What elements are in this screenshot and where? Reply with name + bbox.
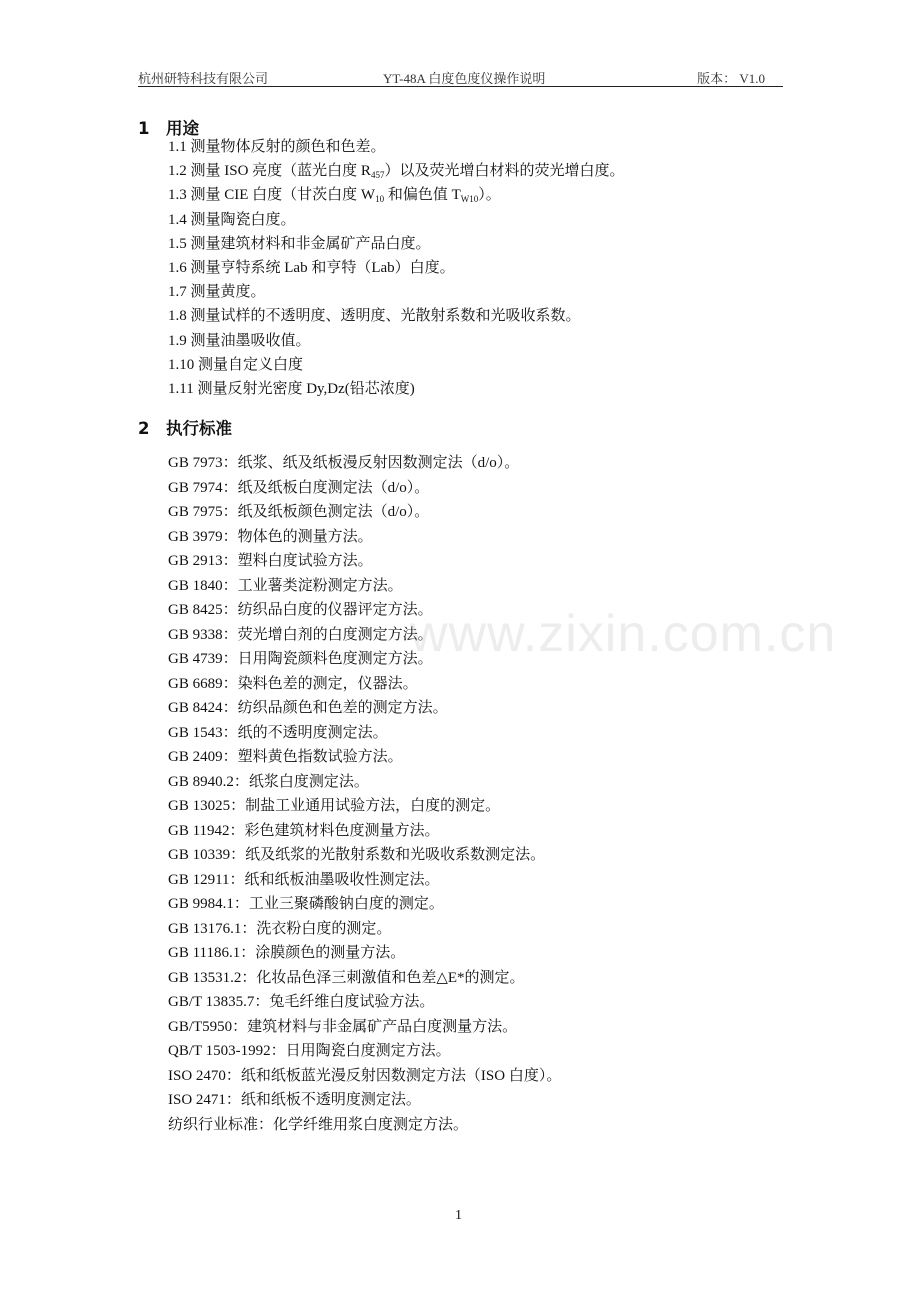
- page-header: [138, 64, 783, 87]
- standard-item: GB 11942：彩色建筑材料色度测量方法。: [168, 822, 440, 839]
- standard-item: GB 6689：染料色差的测定，仪器法。: [168, 675, 418, 692]
- standard-item: GB 2913：塑料白度试验方法。: [168, 553, 373, 569]
- standard-item: GB 3979：物体色的测量方法。: [168, 528, 373, 545]
- usage-item: 1.7 测量黄度。: [168, 284, 266, 301]
- standard-item: GB 7973：纸浆、纸及纸板漫反射因数测定法（d/o）。: [168, 455, 520, 471]
- standard-item: GB/T 13835.7：兔毛纤维白度试验方法。: [168, 994, 435, 1010]
- standard-item: GB 7974：纸及纸板白度测定法（d/o）。: [168, 479, 430, 496]
- usage-item: 1.3 测量 CIE 白度（甘茨白度 $W_{10}$ 和偏色值 $T_{W10}$）。: [168, 187, 501, 205]
- standard-item: 纺织行业标准：化学纤维用浆白度测定方法。: [168, 1116, 469, 1133]
- section-number: 1: [138, 119, 150, 138]
- usage-item: 1.8 测量试样的不透明度、透明度、光散射系数和光吸收系数。: [168, 308, 581, 325]
- usage-item: 1.5 测量建筑材料和非金属矿产品白度。: [168, 235, 431, 252]
- section-title: 用途: [166, 119, 199, 138]
- standard-item: GB 11186.1：涂膜颜色的测量方法。: [168, 945, 406, 961]
- section-heading-2: [138, 415, 232, 439]
- section-heading-1: [138, 115, 199, 139]
- header-company: 杭州研特科技有限公司: [138, 71, 269, 86]
- standard-item: GB 2409：塑料黄色指数试验方法。: [168, 749, 403, 765]
- usage-item: 1.11 测量反射光密度 Dy,Dz(铅芯浓度): [168, 381, 415, 397]
- standard-item: GB 8425：纺织品白度的仪器评定方法。: [168, 602, 433, 618]
- page-number: 1: [455, 1208, 462, 1223]
- section-number: 2: [138, 419, 150, 438]
- section-title: 执行标准: [166, 419, 232, 438]
- standard-item: GB 8424：纺织品颜色和色差的测定方法。: [168, 700, 448, 716]
- standard-item: GB 13025：制盐工业通用试验方法，白度的测定。: [168, 798, 501, 814]
- usage-item: 1.9 测量油墨吸收值。: [168, 332, 311, 349]
- usage-item: 1.4 测量陶瓷白度。: [168, 211, 296, 228]
- standard-item: GB 1840：工业薯类淀粉测定方法。: [168, 577, 403, 594]
- standard-item: ISO 2470：纸和纸板蓝光漫反射因数测定方法（ISO 白度）。: [168, 1067, 562, 1084]
- standard-item: GB 12911：纸和纸板油墨吸收性测定法。: [168, 871, 440, 888]
- standard-item: GB/T5950：建筑材料与非金属矿产品白度测量方法。: [168, 1018, 518, 1035]
- standard-item: GB 9338：荧光增白剂的白度测定方法。: [168, 626, 433, 643]
- standard-item: GB 10339：纸及纸浆的光散射系数和光吸收系数测定法。: [168, 847, 546, 863]
- usage-item: 1.6 测量亨特系统 Lab 和亨特（Lab）白度。: [168, 260, 455, 276]
- standard-item: GB 7975：纸及纸板颜色测定法（d/o）。: [168, 504, 430, 520]
- standard-item: GB 4739：日用陶瓷颜料色度测定方法。: [168, 651, 433, 667]
- standard-item: ISO 2471：纸和纸板不透明度测定法。: [168, 1092, 421, 1108]
- usage-item: 1.10 测量自定义白度: [168, 356, 304, 373]
- standard-item: GB 13531.2：化妆品色泽三刺激值和色差△E*的测定。: [168, 969, 525, 986]
- watermark: www.zixin.com.cn: [410, 605, 837, 663]
- usage-item: 1.2 测量 ISO 亮度（蓝光白度 $R_{457}$）以及荧光增白材料的荧光增白度。: [168, 163, 625, 181]
- header-title: YT-48A 白度色度仪操作说明: [383, 71, 546, 86]
- standard-item: QB/T 1503-1992：日用陶瓷白度测定方法。: [168, 1043, 451, 1059]
- standard-item: GB 13176.1：洗衣粉白度的测定。: [168, 920, 392, 937]
- standard-item: GB 9984.1：工业三聚磷酸钠白度的测定。: [168, 896, 444, 912]
- header-version: 版本： V1.0: [697, 71, 765, 86]
- usage-item: 1.1 测量物体反射的颜色和色差。: [168, 139, 386, 155]
- standard-item: GB 8940.2：纸浆白度测定法。: [168, 773, 369, 790]
- standard-item: GB 1543：纸的不透明度测定法。: [168, 724, 388, 741]
